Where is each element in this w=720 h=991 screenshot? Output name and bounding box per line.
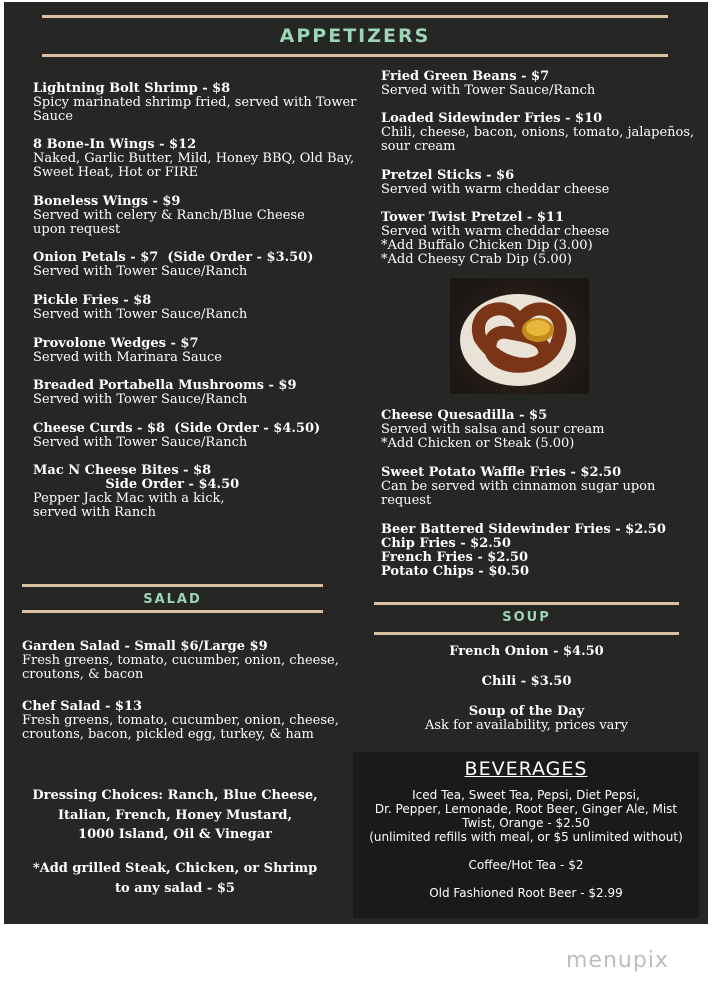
menu-item	[374, 645, 679, 659]
item-desc: Ask for availability, prices vary	[425, 718, 628, 733]
item-name: Cheese Curds - $8 (Side Order - $4.50)	[33, 421, 321, 436]
item-desc: Served with Tower Sauce/Ranch	[33, 392, 248, 407]
item-name: Lightning Bolt Shrimp - $8	[33, 81, 231, 96]
beverages-sodas: Iced Tea, Sweet Tea, Pepsi, Diet Pepsi, Dr. Pepper, Lemonade, Root Beer, Ginger Ale, Mist Twist, Orange - $2.50 (unlimited refills with meal, or $5 unlimited without)	[369, 788, 683, 844]
item-desc: Served with celery & Ranch/Blue Cheese upon request	[33, 208, 305, 237]
beverages-coffee: Coffee/Hot Tea - $2	[468, 858, 584, 872]
pretzel-image-icon	[450, 278, 589, 394]
salad-title: SALAD	[143, 592, 202, 607]
item-name: Onion Petals - $7 (Side Order - $3.50)	[33, 250, 314, 265]
menu-item	[22, 640, 339, 682]
item-desc: Served with warm cheddar cheese	[381, 182, 610, 197]
item-name: Chili - $3.50	[481, 674, 572, 689]
item-name: Breaded Portabella Mushrooms - $9	[33, 378, 297, 393]
menu-item	[33, 422, 320, 450]
menu-item	[381, 211, 609, 267]
appetizers-title: APPETIZERS	[279, 25, 431, 47]
item-name: Fried Green Beans - $7	[381, 69, 550, 84]
item-desc: Served with Tower Sauce/Ranch	[33, 307, 248, 322]
item-desc: Served with salsa and sour cream *Add Chicken or Steak (5.00)	[381, 422, 605, 451]
item-desc: Served with Tower Sauce/Ranch	[33, 264, 248, 279]
item-name: Provolone Wedges - $7	[33, 336, 199, 351]
item-desc: Spicy marinated shrimp fried, served with Tower Sauce	[33, 95, 357, 124]
item-name: 8 Bone-In Wings - $12	[33, 137, 197, 152]
salad-rule-top	[22, 584, 323, 587]
item-name: Boneless Wings - $9	[33, 194, 181, 209]
item-name: Chef Salad - $13	[22, 699, 143, 714]
menu-item	[33, 379, 297, 407]
item-desc: Fresh greens, tomato, cucumber, onion, cheese, croutons, bacon, pickled egg, turkey, & ham	[22, 713, 339, 742]
menu-item	[33, 195, 305, 237]
item-desc: Pepper Jack Mac with a kick, served with Ranch	[33, 491, 225, 520]
item-name: Garden Salad - Small $6/Large $9	[22, 639, 268, 654]
menu-item	[381, 169, 609, 197]
addon-text: *Add grilled Steak, Chicken, or Shrimp to any salad - $5	[32, 861, 318, 896]
menu-item	[381, 70, 595, 98]
item-name: Mac N Cheese Bites - $8 Side Order - $4.50	[33, 463, 240, 492]
dressing-choices	[22, 786, 328, 845]
soup-rule-top	[374, 602, 679, 605]
item-name: Loaded Sidewinder Fries - $10	[381, 111, 603, 126]
item-desc: Naked, Garlic Butter, Mild, Honey BBQ, Old Bay, Sweet Heat, Hot or FIRE	[33, 151, 355, 180]
menu-item	[33, 251, 313, 279]
item-desc: Served with Marinara Sauce	[33, 350, 222, 365]
beverages-panel	[353, 752, 699, 918]
item-desc: Served with Tower Sauce/Ranch	[381, 83, 596, 98]
menu-item	[381, 409, 605, 451]
item-desc: Chili, cheese, bacon, onions, tomato, jalapeños, sour cream	[381, 125, 695, 154]
item-desc: Served with warm cheddar cheese *Add Buffalo Chicken Dip (3.00) *Add Cheesy Crab Dip (5.00)	[381, 224, 610, 267]
salad-addon	[22, 859, 328, 899]
salad-rule-bottom	[22, 610, 323, 613]
menupix-watermark: menupix	[566, 948, 669, 973]
item-name: Beer Battered Sidewinder Fries - $2.50 Chip Fries - $2.50 French Fries - $2.50 Potato Chips - $0.50	[381, 522, 666, 579]
item-name: Sweet Potato Waffle Fries - $2.50	[381, 465, 622, 480]
item-name: French Onion - $4.50	[449, 644, 604, 659]
pretzel-photo	[450, 278, 589, 394]
dressing-text: Dressing Choices: Ranch, Blue Cheese, Italian, French, Honey Mustard, 1000 Island, Oil & Vinegar	[32, 788, 318, 842]
item-desc: Can be served with cinnamon sugar upon request	[381, 479, 656, 508]
beverages-title: BEVERAGES	[464, 758, 588, 780]
menu-item	[381, 523, 666, 579]
menu-item	[381, 112, 694, 154]
menu-item	[374, 705, 679, 733]
item-name: Cheese Quesadilla - $5	[381, 408, 548, 423]
menu-item	[33, 337, 222, 365]
menu-item	[33, 82, 356, 124]
menu-item	[381, 466, 655, 508]
beverages-rootbeer: Old Fashioned Root Beer - $2.99	[429, 886, 623, 900]
item-desc: Served with Tower Sauce/Ranch	[33, 435, 248, 450]
soup-title: SOUP	[502, 610, 551, 625]
header-rule-top	[42, 15, 668, 18]
item-name: Tower Twist Pretzel - $11	[381, 210, 564, 225]
menu-item	[33, 464, 239, 520]
menu-item	[374, 675, 679, 689]
menu-item	[33, 138, 354, 180]
item-desc: Fresh greens, tomato, cucumber, onion, cheese, croutons, & bacon	[22, 653, 339, 682]
header-rule-bottom	[42, 54, 668, 57]
item-name: Pretzel Sticks - $6	[381, 168, 515, 183]
soup-rule-bottom	[374, 632, 679, 635]
menu-item	[22, 700, 339, 742]
item-name: Soup of the Day	[468, 704, 585, 719]
menu-item	[33, 294, 247, 322]
item-name: Pickle Fries - $8	[33, 293, 152, 308]
